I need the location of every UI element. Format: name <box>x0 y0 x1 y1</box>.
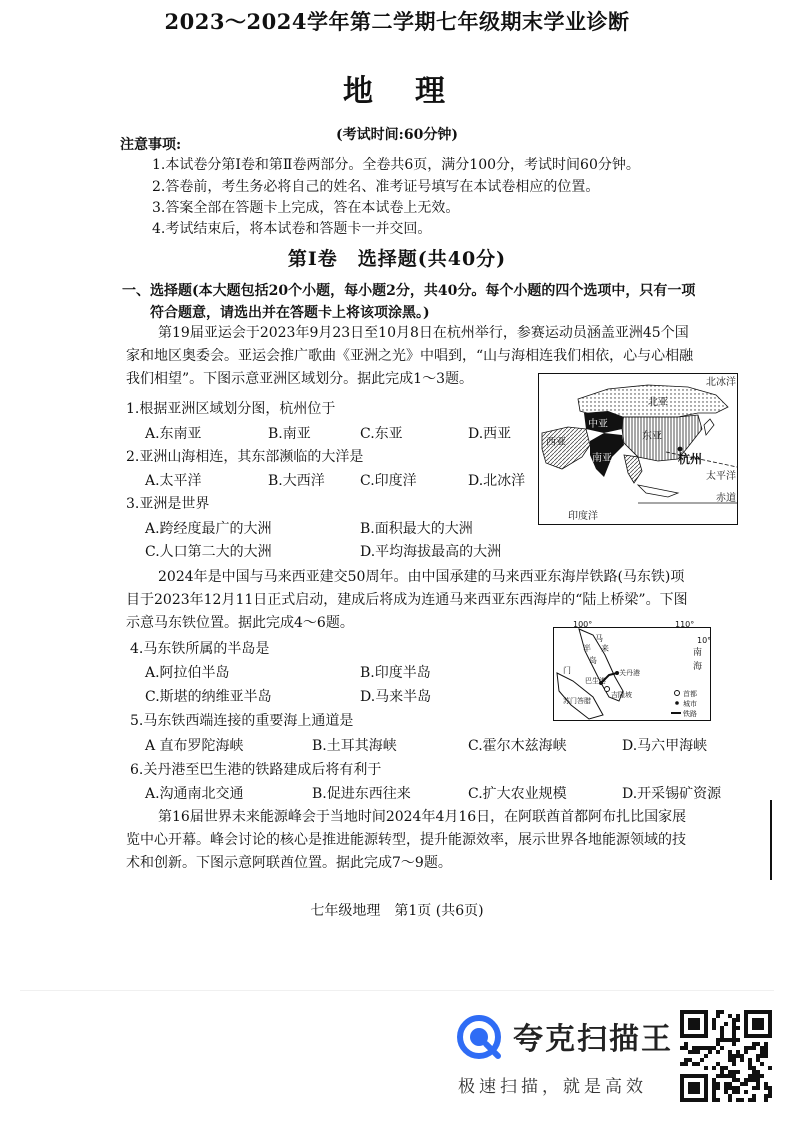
label-kuantan: 关丹港 <box>619 669 640 677</box>
notice-item-4: 4.考试结束后，将本试卷和答题卡一并交回。 <box>152 221 432 237</box>
q1-option-b[interactable]: B.南亚 <box>268 426 311 442</box>
label-east-asia: 东亚 <box>642 431 662 442</box>
legend-railway: 铁路 <box>683 710 697 718</box>
page-footer: 七年级地理 第1页 (共6页) <box>310 903 484 919</box>
q5-option-b[interactable]: B.土耳其海峡 <box>312 738 397 754</box>
label-kuala-lumpur: 吉隆坡 <box>611 691 632 699</box>
q6-option-c[interactable]: C.扩大农业规模 <box>468 786 567 802</box>
q3-option-c[interactable]: C.人口第二大的大洲 <box>145 544 272 560</box>
legend-capital: 首都 <box>683 690 697 698</box>
q2-option-d[interactable]: D.北冰洋 <box>468 473 526 489</box>
label-lon-100: 100° <box>573 621 593 629</box>
label-indian-ocean: 印度洋 <box>568 511 598 522</box>
label-men: 门 <box>563 666 571 675</box>
section-title: 第Ⅰ卷 选择题(共40分) <box>287 248 507 270</box>
quark-logo-icon <box>456 1014 502 1060</box>
q5-option-a[interactable]: A 直布罗陀海峡 <box>145 738 244 754</box>
label-hangzhou: 杭州 <box>678 452 703 466</box>
asia-region-map <box>538 373 738 525</box>
passage-2-line2: 目于2023年12月11日正式启动，建成后将成为连通马来西亚东西海岸的“陆上桥梁”。下图 <box>126 592 688 608</box>
label-equator: 赤道 <box>716 493 736 504</box>
subject-title: 地 理 <box>343 74 451 109</box>
label-klang: 巴生港 <box>585 677 606 685</box>
watermark-divider <box>20 990 774 991</box>
passage-3-line3: 术和创新。下图示意阿联酋位置。据此完成7～9题。 <box>126 855 452 871</box>
notice-item-1: 1.本试卷分第Ⅰ卷和第Ⅱ卷两部分。全卷共6页，满分100分，考试时间60分钟。 <box>152 157 640 173</box>
question-4-stem: 4.马东铁所属的半岛是 <box>130 641 270 657</box>
q6-option-d[interactable]: D.开采锡矿资源 <box>622 786 722 802</box>
label-lon-110: 110° <box>675 621 695 629</box>
q6-option-b[interactable]: B.促进东西往来 <box>312 786 411 802</box>
watermark-brand: 夸克扫描王 <box>513 1022 673 1057</box>
question-3-stem: 3.亚洲是世界 <box>126 496 210 512</box>
q2-option-b[interactable]: B.大西洋 <box>268 473 325 489</box>
label-dao: 岛 <box>589 656 597 665</box>
passage-1-line3: 我们相望”。下图示意亚洲区域划分。据此完成1～3题。 <box>126 371 473 387</box>
label-south-asia: 南亚 <box>592 453 612 464</box>
q1-option-c[interactable]: C.东亚 <box>360 426 403 442</box>
q4-option-a[interactable]: A.阿拉伯半岛 <box>145 665 230 681</box>
label-pacific-ocean: 太平洋 <box>706 471 736 482</box>
label-ma: 马 <box>595 634 603 643</box>
malaysia-railway-map <box>553 621 711 721</box>
q2-option-c[interactable]: C.印度洋 <box>360 473 417 489</box>
question-6-stem: 6.关丹港至巴生港的铁路建成后将有利于 <box>130 762 382 778</box>
passage-3-line2: 览中心开幕。峰会讨论的核心是推进能源转型，提升能源效率，展示世界各地能源领域的技 <box>126 832 686 848</box>
q6-option-a[interactable]: A.沟通南北交通 <box>145 786 244 802</box>
part-one-instruction-line2: 符合题意，请选出并在答题卡上将该项涂黑。) <box>150 305 430 321</box>
q4-option-d[interactable]: D.马来半岛 <box>360 689 432 705</box>
q5-option-d[interactable]: D.马六甲海峡 <box>622 738 708 754</box>
q3-option-b[interactable]: B.面积最大的大洲 <box>360 521 473 537</box>
passage-2-line1: 2024年是中国与马来西亚建交50周年。由中国承建的马来西亚东海岸铁路(马东铁)项 <box>158 569 685 585</box>
notice-item-3: 3.答案全部在答题卡上完成，答在本试卷上无效。 <box>152 200 460 216</box>
label-west-asia: 西亚 <box>546 437 566 448</box>
passage-3-line1: 第16届世界未来能源峰会于当地时间2024年4月16日，在阿联酋首都阿布扎比国家展 <box>158 809 687 825</box>
label-central-asia: 中亚 <box>588 419 608 430</box>
label-arctic-ocean: 北冰洋 <box>706 377 736 388</box>
passage-1-line2: 家和地区奥委会。亚运会推广歌曲《亚洲之光》中唱到，“山与海相连我们相依，心与心相融 <box>126 348 694 364</box>
q2-option-a[interactable]: A.太平洋 <box>145 473 202 489</box>
label-north-asia: 北亚 <box>648 397 668 408</box>
notice-item-2: 2.答卷前，考生务必将自己的姓名、准考证号填写在本试卷相应的位置。 <box>152 179 600 195</box>
question-2-stem: 2.亚洲山海相连，其东部濒临的大洋是 <box>126 449 364 465</box>
q4-option-b[interactable]: B.印度半岛 <box>360 665 431 681</box>
q3-option-d[interactable]: D.平均海拔最高的大洲 <box>360 544 502 560</box>
legend-city: 城市 <box>683 700 697 708</box>
label-south: 南 <box>693 648 703 658</box>
q5-option-c[interactable]: C.霍尔木兹海峡 <box>468 738 567 754</box>
label-ban: 半 <box>583 644 591 653</box>
part-one-instruction-line1: 一、选择题(本大题包括20个小题，每小题2分，共40分。每个小题的四个选项中，只有一项 <box>122 283 696 299</box>
question-1-stem: 1.根据亚洲区域划分图，杭州位于 <box>126 401 336 417</box>
q1-option-d[interactable]: D.西亚 <box>468 426 512 442</box>
qr-code-icon[interactable] <box>680 1010 772 1102</box>
label-sea: 海 <box>693 662 703 672</box>
hangzhou-marker <box>678 447 683 452</box>
passage-1-line1: 第19届亚运会于2023年9月23日至10月8日在杭州举行，参赛运动员涵盖亚洲45个国 <box>158 325 689 341</box>
q4-option-c[interactable]: C.斯堪的纳维亚半岛 <box>145 689 272 705</box>
label-sumatra: 苏门答腊 <box>563 697 591 705</box>
exam-time: (考试时间:60分钟) <box>336 127 458 143</box>
q3-option-a[interactable]: A.跨经度最广的大洲 <box>145 521 272 537</box>
q1-option-a[interactable]: A.东南亚 <box>145 426 202 442</box>
passage-2-line3: 示意马东铁位置。据此完成4～6题。 <box>126 615 354 631</box>
question-5-stem: 5.马东铁西端连接的重要海上通道是 <box>130 713 354 729</box>
watermark-slogan: 极速扫描，就是高效 <box>458 1077 647 1097</box>
label-lai: 来 <box>601 644 609 653</box>
notice-heading: 注意事项: <box>120 137 182 153</box>
exam-title: 2023～2024学年第二学期七年级期末学业诊断 <box>164 9 630 34</box>
label-lat-10: 10° <box>697 636 711 645</box>
scan-edge-mark <box>770 800 772 880</box>
